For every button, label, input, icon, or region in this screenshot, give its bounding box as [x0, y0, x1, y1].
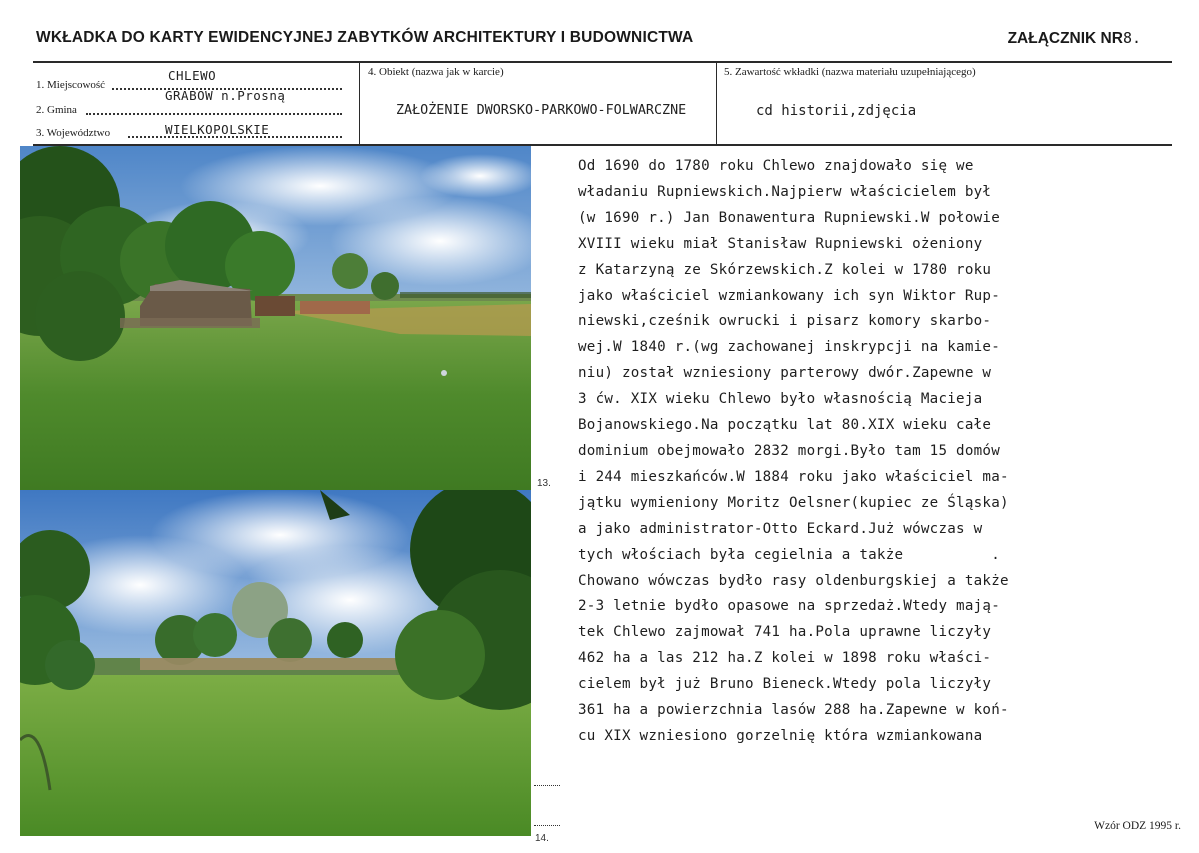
object-value: ZAŁOŻENIE DWORSKO-PARKOWO-FOLWARCZNE	[396, 103, 687, 118]
commune-dots	[86, 113, 342, 115]
text-line: dominium obejmowało 2832 morgi.Było tam 15 domów	[578, 442, 1000, 459]
contents-value: cd historii,zdjęcia	[756, 103, 917, 119]
text-line: tek Chlewo zajmował 741 ha.Pola uprawne liczyły	[578, 624, 992, 641]
photo2-dots-2	[534, 825, 560, 826]
photo-meadow-with-shed	[20, 146, 531, 490]
text-line: władaniu Rupniewskich.Najpierw właścicielem był	[578, 183, 992, 200]
text-line: jako właściciel wzmiankowany ich syn Wiktor Rup-	[578, 287, 1000, 304]
form-id: Wzór ODZ 1995 r.	[1094, 820, 1181, 832]
text-line: cu XIX wzniesiono gorzelnię która wzmiankowana	[578, 727, 983, 744]
text-line: wej.W 1840 r.(wg zachowanej inskrypcji na kamie-	[578, 339, 1000, 356]
field-divider-1	[359, 62, 360, 145]
text-line: 361 ha a powierzchnia lasów 288 ha.Zapewne w koń-	[578, 702, 1009, 719]
commune-label: 2. Gmina	[36, 104, 77, 116]
object-label: 4. Obiekt (nazwa jak w karcie)	[368, 66, 504, 78]
text-line: tych włościach była cegielnia a także .	[578, 546, 1000, 563]
text-line: (w 1690 r.) Jan Bonawentura Rupniewski.W połowie	[578, 209, 1000, 226]
locality-value: CHLEWO	[168, 68, 217, 83]
history-text	[578, 154, 1009, 750]
text-line: niu) został wzniesiony parterowy dwór.Zapewne w	[578, 365, 992, 382]
text-line: Bojanowskiego.Na początku lat 80.XIX wieku całe	[578, 417, 992, 434]
text-line: a jako administrator-Otto Eckard.Już wówczas w	[578, 520, 983, 537]
text-line: Chowano wówczas bydło rasy oldenburgskiej a także	[578, 572, 1009, 589]
photo1-number: 13.	[537, 478, 551, 489]
voivodeship-label: 3. Województwo	[36, 127, 111, 139]
text-line: niewski,cześnik owrucki i pisarz komory skarbo-	[578, 313, 992, 330]
text-line: i 244 mieszkańców.W 1884 roku jako właściciel ma-	[578, 468, 1009, 485]
locality-label: 1. Miejscowość	[36, 79, 106, 91]
annex-label-text: ZAŁĄCZNIK NR	[1007, 30, 1123, 47]
contents-label: 5. Zawartość wkładki (nazwa materiału uzupełniającego)	[724, 66, 976, 78]
text-line: jątku wymieniony Moritz Oelsner(kupiec ze Śląska)	[578, 494, 1009, 511]
photo2-number: 14.	[535, 833, 549, 844]
text-line: z Katarzyną ze Skórzewskich.Z kolei w 1780 roku	[578, 261, 992, 278]
commune-value: GRABÓW n.Prosną	[165, 88, 286, 103]
field-divider-2	[716, 62, 717, 145]
text-line: 462 ha a las 212 ha.Z kolei w 1898 roku właści-	[578, 650, 992, 667]
text-line: cielem był już Bruno Bieneck.Wtedy pola liczyły	[578, 676, 992, 693]
photo2-dots-1	[534, 785, 560, 786]
annex-number: 8.	[1122, 29, 1141, 47]
annex-label	[1008, 29, 1141, 48]
text-line: 2-3 letnie bydło opasowe na sprzedaż.Wtedy mają-	[578, 598, 1000, 615]
text-line: 3 ćw. XIX wieku Chlewo było własnością Macieja	[578, 391, 983, 408]
header-rule-top	[33, 61, 1172, 63]
photo-park-lawn	[20, 490, 531, 836]
text-line: Od 1690 do 1780 roku Chlewo znajdowało się we	[578, 158, 974, 174]
text-line: XVIII wieku miał Stanisław Rupniewski ożeniony	[578, 235, 983, 252]
form-title: WKŁADKA DO KARTY EWIDENCYJNEJ ZABYTKÓW ARCHITEKTURY I BUDOWNICTWA	[36, 29, 694, 46]
voivodeship-value: WIELKOPOLSKIE	[165, 122, 270, 137]
